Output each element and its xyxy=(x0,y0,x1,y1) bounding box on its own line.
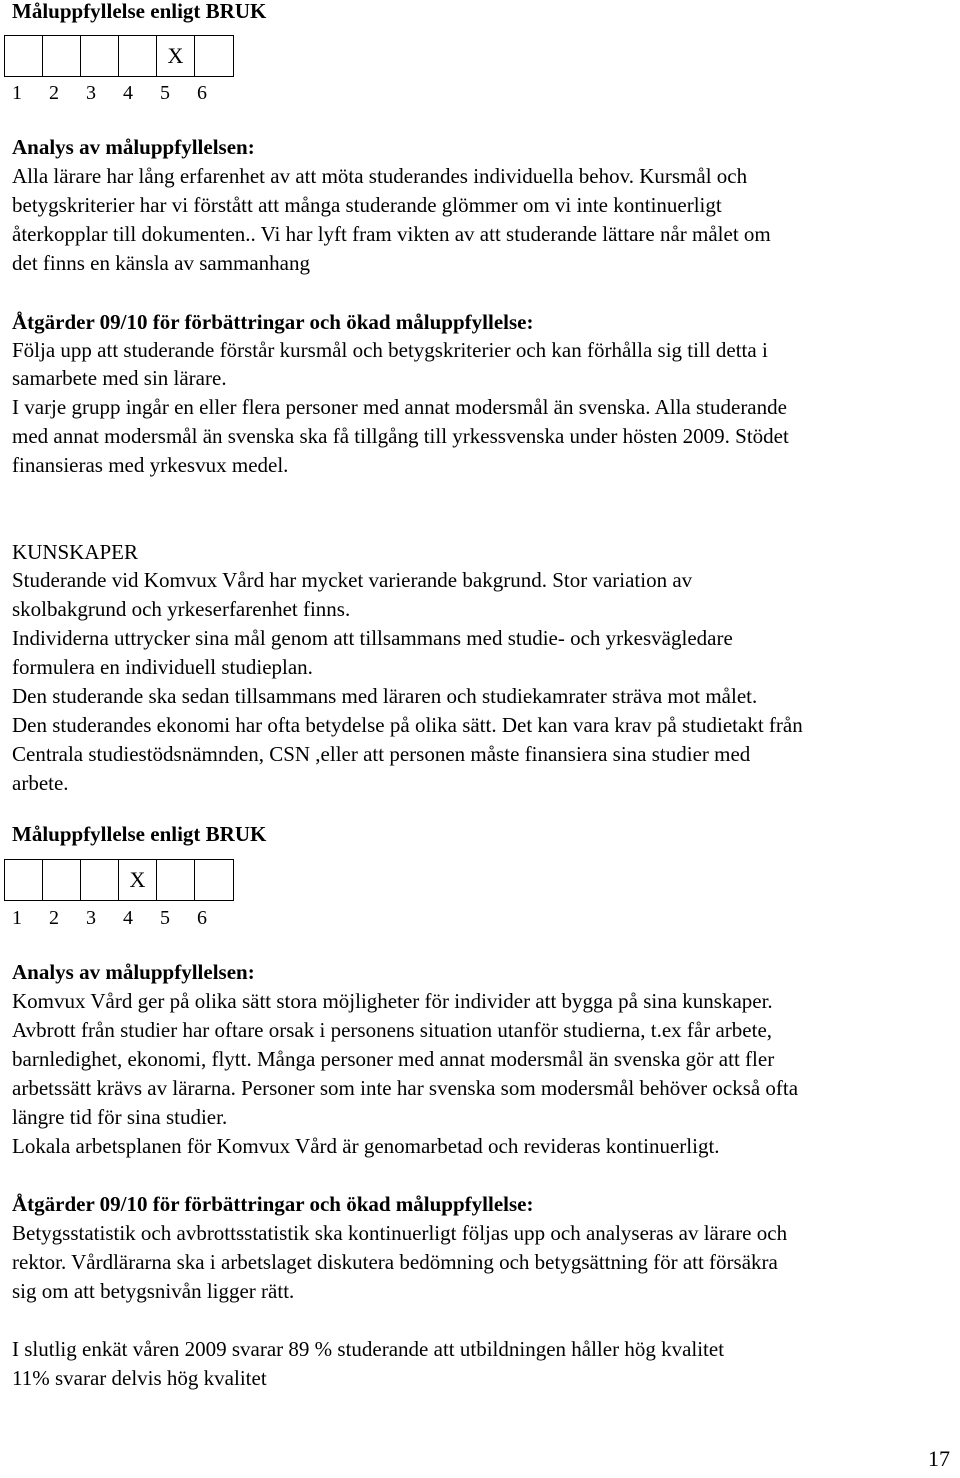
kunskaper-line: arbete. xyxy=(12,771,69,795)
scale-label: 6 xyxy=(197,82,207,104)
analys-line: det finns en känsla av sammanhang xyxy=(12,251,310,275)
atgarder-heading-2: Åtgärder 09/10 för förbättringar och ökad måluppfyllelse: xyxy=(12,1192,534,1216)
scale-label: 2 xyxy=(49,82,59,104)
kunskaper-line: Studerande vid Komvux Vård har mycket varierande bakgrund. Stor variation av xyxy=(12,568,693,592)
scale-label: 3 xyxy=(86,907,96,929)
atgarder-line: Följa upp att studerande förstår kursmål och betygskriterier och kan förhålla sig till detta i xyxy=(12,338,768,362)
kunskaper-line: formulera en individuell studieplan. xyxy=(12,655,313,679)
analys-line: Avbrott från studier har oftare orsak i personens situation utanför studierna, t.ex får arbete, xyxy=(12,1018,773,1042)
atgarder-line: med annat modersmål än svenska ska få tillgång till yrkessvenska under hösten 2009. Stödet xyxy=(12,424,789,448)
analys-line: Lokala arbetsplanen för Komvux Vård är genomarbetad och revideras kontinuerligt. xyxy=(12,1134,720,1158)
atgarder-line: samarbete med sin lärare. xyxy=(12,366,227,390)
kunskaper-line: Den studerandes ekonomi har ofta betydelse på olika sätt. Det kan vara krav på studietakt från xyxy=(12,713,803,737)
grid-cell xyxy=(195,36,233,76)
atgarder-line: sig om att betygsnivån ligger rätt. xyxy=(12,1279,295,1303)
bruk-heading-1: Måluppfyllelse enligt BRUK xyxy=(12,0,267,23)
grid-cell xyxy=(5,860,43,900)
scale-label: 4 xyxy=(123,82,133,104)
scale-label: 2 xyxy=(49,907,59,929)
grid-cell xyxy=(81,36,119,76)
scale-label: 5 xyxy=(160,907,170,929)
kunskaper-line: Den studerande ska sedan tillsammans med läraren och studiekamrater sträva mot målet. xyxy=(12,684,758,708)
scale-label: 4 xyxy=(123,907,133,929)
grid-cell xyxy=(81,860,119,900)
analys-heading-2: Analys av måluppfyllelsen: xyxy=(12,960,255,984)
analys-line: längre tid för sina studier. xyxy=(12,1105,228,1129)
grid-cell xyxy=(43,36,81,76)
grid-cell xyxy=(119,36,157,76)
grid-cell xyxy=(5,36,43,76)
analys-line: betygskriterier har vi förstått att många studerande glömmer om vi inte kontinuerligt xyxy=(12,193,722,217)
atgarder-heading-1: Åtgärder 09/10 för förbättringar och ökad måluppfyllelse: xyxy=(12,310,534,334)
page-number: 17 xyxy=(928,1446,950,1471)
kunskaper-line: Centrala studiestödsnämnden, CSN ,eller att personen måste finansiera sina studier med xyxy=(12,742,751,766)
analys-line: arbetssätt krävs av lärarna. Personer som inte har svenska som modersmål behöver också ofta xyxy=(12,1076,799,1100)
kunskaper-heading: KUNSKAPER xyxy=(12,540,139,564)
grid-cell: X xyxy=(157,36,195,76)
bruk-heading-2: Måluppfyllelse enligt BRUK xyxy=(12,822,267,846)
analys-line: Komvux Vård ger på olika sätt stora möjligheter för individer att bygga på sina kunskaper. xyxy=(12,989,773,1013)
grid-cell xyxy=(157,860,195,900)
analys-line: Alla lärare har lång erfarenhet av att möta studerandes individuella behov. Kursmål och xyxy=(12,164,748,188)
grid-cell xyxy=(43,860,81,900)
analys-heading-1: Analys av måluppfyllelsen: xyxy=(12,135,255,159)
grid-cell: X xyxy=(119,860,157,900)
scale-label: 6 xyxy=(197,907,207,929)
bruk-scale-1 xyxy=(12,80,234,106)
grid-cell xyxy=(195,860,233,900)
atgarder-line: rektor. Vårdlärarna ska i arbetslaget diskutera bedömning och betygsättning för att försäkra xyxy=(12,1250,778,1274)
kunskaper-line: Individerna uttrycker sina mål genom att tillsammans med studie- och yrkesvägledare xyxy=(12,626,733,650)
kunskaper-line: skolbakgrund och yrkeserfarenhet finns. xyxy=(12,597,351,621)
bruk-scale-2 xyxy=(12,905,234,931)
scale-label: 3 xyxy=(86,82,96,104)
atgarder-line: Betygsstatistik och avbrottsstatistik ska kontinuerligt följas upp och analyseras av lärare och xyxy=(12,1221,788,1245)
scale-label: 5 xyxy=(160,82,170,104)
atgarder-line: finansieras med yrkesvux medel. xyxy=(12,453,289,477)
bruk-grid-1 xyxy=(4,35,234,77)
atgarder-line: I varje grupp ingår en eller flera personer med annat modersmål än svenska. Alla studerande xyxy=(12,395,787,419)
enkat-line: 11% svarar delvis hög kvalitet xyxy=(12,1366,267,1390)
bruk-grid-2 xyxy=(4,859,234,901)
scale-label: 1 xyxy=(12,907,22,929)
analys-line: återkopplar till dokumenten.. Vi har lyft fram vikten av att studerande lättare når målet om xyxy=(12,222,771,246)
enkat-line: I slutlig enkät våren 2009 svarar 89 % studerande att utbildningen håller hög kvalitet xyxy=(12,1337,725,1361)
scale-label: 1 xyxy=(12,82,22,104)
analys-line: barnledighet, ekonomi, flytt. Många personer med annat modersmål än svenska gör att fler xyxy=(12,1047,775,1071)
